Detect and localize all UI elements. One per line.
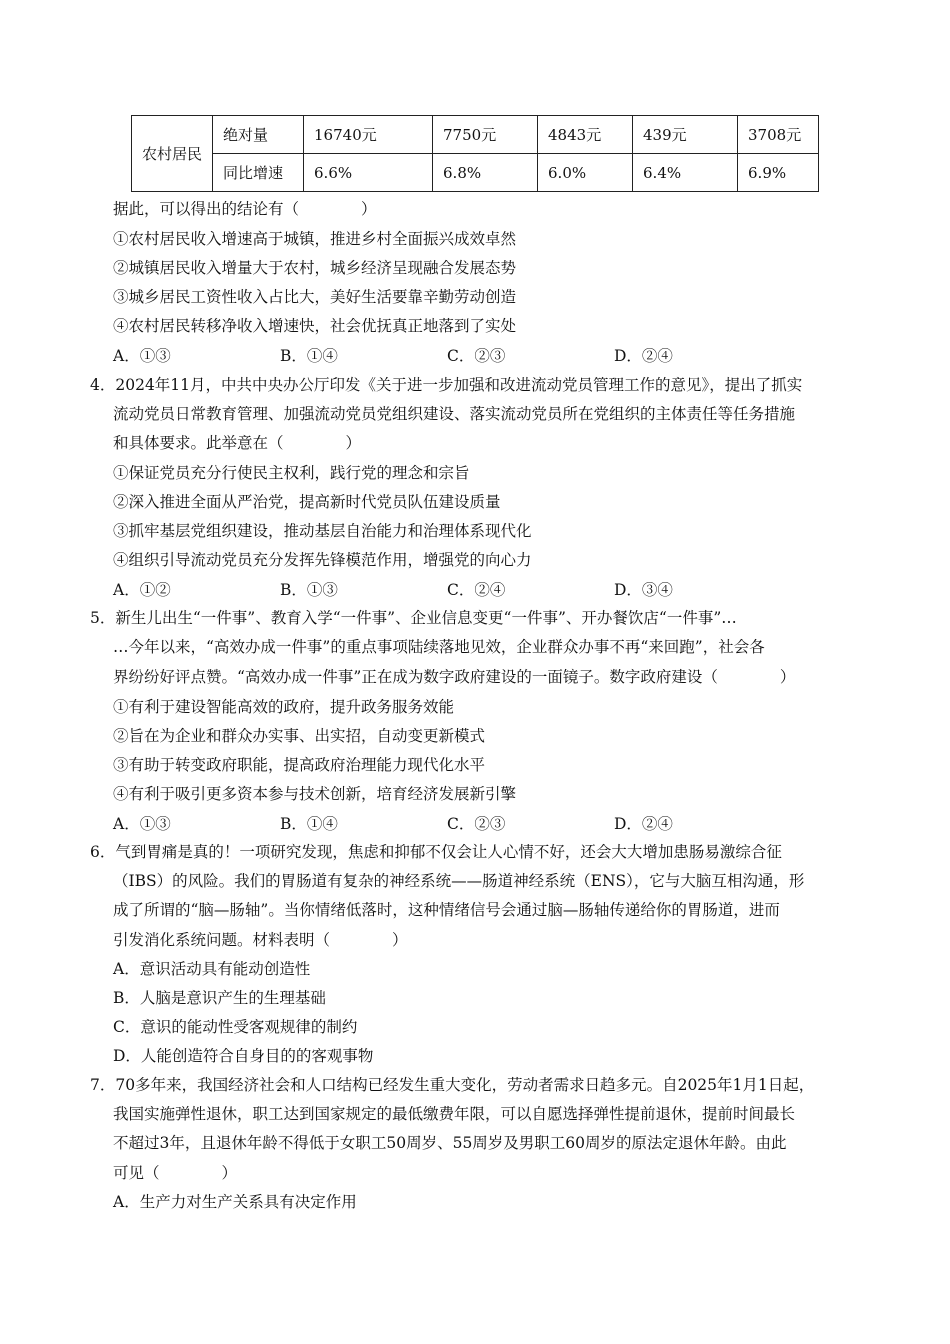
option-a[interactable]: A．生产力对生产关系具有决定作用 <box>113 1193 357 1211</box>
option-b[interactable]: B．①③ <box>280 581 338 599</box>
q4-stem-line: 流动党员日常教育管理、加强流动党员党组织建设、落实流动党员所在党组织的主体责任等任务措施 <box>113 405 796 423</box>
q4-item: ①保证党员充分行使民主权利，践行党的理念和宗旨 <box>113 464 470 482</box>
table-row <box>132 116 819 154</box>
q6-stem-line: 6．气到胃痛是真的！一项研究发现，焦虑和抑郁不仅会让人心情不好，还会大大增加患肠易激综合征 <box>90 843 782 861</box>
table-cell: 6.9% <box>738 154 819 192</box>
option-d[interactable]: D．②④ <box>614 347 673 365</box>
q3-item: ③城乡居民工资性收入占比大，美好生活要靠辛勤劳动创造 <box>113 288 517 306</box>
q5-item: ④有利于吸引更多资本参与技术创新，培育经济发展新引擎 <box>113 785 517 803</box>
q4-item: ③抓牢基层党组织建设，推动基层自治能力和治理体系现代化 <box>113 522 532 540</box>
q5-options <box>113 812 781 834</box>
option-b[interactable]: B．①④ <box>280 347 338 365</box>
row-header-rural: 农村居民 <box>132 116 213 192</box>
table-cell: 3708元 <box>738 116 819 154</box>
table-cell: 4843元 <box>538 116 633 154</box>
q6-stem-line: 成了所谓的“脑—肠轴”。当你情绪低落时，这种情绪信号会通过脑—肠轴传递给你的胃肠道，进而 <box>113 901 780 919</box>
table-cell: 绝对量 <box>213 116 304 154</box>
option-c[interactable]: C．②③ <box>447 815 506 833</box>
table-cell: 7750元 <box>433 116 538 154</box>
q4-options <box>113 578 781 600</box>
option-b[interactable]: B．①④ <box>280 815 338 833</box>
q3-item: ①农村居民收入增速高于城镇，推进乡村全面振兴成效卓然 <box>113 230 517 248</box>
q3-options <box>113 344 781 366</box>
q3-item: ④农村居民转移净收入增速快，社会优抚真正地落到了实处 <box>113 317 517 335</box>
option-c[interactable]: C．②③ <box>447 347 506 365</box>
q5-stem-line: …今年以来，“高效办成一件事”的重点事项陆续落地见效，企业群众办事不再“来回跑”，社会各 <box>113 638 765 656</box>
table-cell: 6.8% <box>433 154 538 192</box>
option-d[interactable]: D．③④ <box>614 581 673 599</box>
option-a[interactable]: A．①② <box>113 581 171 599</box>
q7-stem-line: 7．70多年来，我国经济社会和人口结构已经发生重大变化，劳动者需求日趋多元。自2025年1月1日起， <box>90 1076 815 1094</box>
option-c[interactable]: C．意识的能动性受客观规律的制约 <box>113 1018 358 1036</box>
option-a[interactable]: A．①③ <box>113 815 171 833</box>
q5-item: ③有助于转变政府职能，提高政府治理能力现代化水平 <box>113 756 486 774</box>
q4-stem-line: 4．2024年11月，中共中央办公厅印发《关于进一步加强和改进流动党员管理工作的意见》，提出了抓实 <box>90 376 803 394</box>
q6-stem-line: （IBS）的风险。我们的胃肠道有复杂的神经系统——肠道神经系统（ENS），它与大脑互相沟通，形 <box>113 872 805 890</box>
q5-stem-line: 5．新生儿出生“一件事”、教育入学“一件事”、企业信息变更“一件事”、开办餐饮店“一件事”… <box>90 609 737 627</box>
q3-stem: 据此，可以得出的结论有（ ） <box>113 200 377 218</box>
table-cell: 439元 <box>633 116 738 154</box>
q4-item: ④组织引导流动党员充分发挥先锋模范作用，增强党的向心力 <box>113 551 532 569</box>
q5-item: ①有利于建设智能高效的政府，提升政务服务效能 <box>113 698 455 716</box>
option-d[interactable]: D．人能创造符合自身目的的客观事物 <box>113 1047 374 1065</box>
q6-stem-line: 引发消化系统问题。材料表明（ ） <box>113 931 408 949</box>
table-cell: 6.4% <box>633 154 738 192</box>
option-a[interactable]: A．①③ <box>113 347 171 365</box>
option-d[interactable]: D．②④ <box>614 815 673 833</box>
option-a[interactable]: A．意识活动具有能动创造性 <box>113 960 311 978</box>
q5-stem-line: 界纷纷好评点赞。“高效办成一件事”正在成为数字政府建设的一面镜子。数字政府建设（ ） <box>113 668 796 686</box>
option-b[interactable]: B．人脑是意识产生的生理基础 <box>113 989 326 1007</box>
q7-stem-line: 可见（ ） <box>113 1164 238 1182</box>
table-cell: 6.6% <box>304 154 433 192</box>
option-c[interactable]: C．②④ <box>447 581 506 599</box>
q7-stem-line: 我国实施弹性退休，职工达到国家规定的最低缴费年限，可以自愿选择弹性提前退休，提前时间最长 <box>113 1105 796 1123</box>
table-cell: 同比增速 <box>213 154 304 192</box>
table-cell: 16740元 <box>304 116 433 154</box>
table-cell: 6.0% <box>538 154 633 192</box>
q4-stem-line: 和具体要求。此举意在（ ） <box>113 434 362 452</box>
q3-item: ②城镇居民收入增量大于农村，城乡经济呈现融合发展态势 <box>113 259 517 277</box>
q7-stem-line: 不超过3年，且退休年龄不得低于女职工50周岁、55周岁及男职工60周岁的原法定退休年龄。由此 <box>113 1134 787 1152</box>
q5-item: ②旨在为企业和群众办实事、出实招，自动变更新模式 <box>113 727 486 745</box>
q4-item: ②深入推进全面从严治党，提高新时代党员队伍建设质量 <box>113 493 501 511</box>
income-table <box>131 115 819 192</box>
table-row <box>132 154 819 192</box>
